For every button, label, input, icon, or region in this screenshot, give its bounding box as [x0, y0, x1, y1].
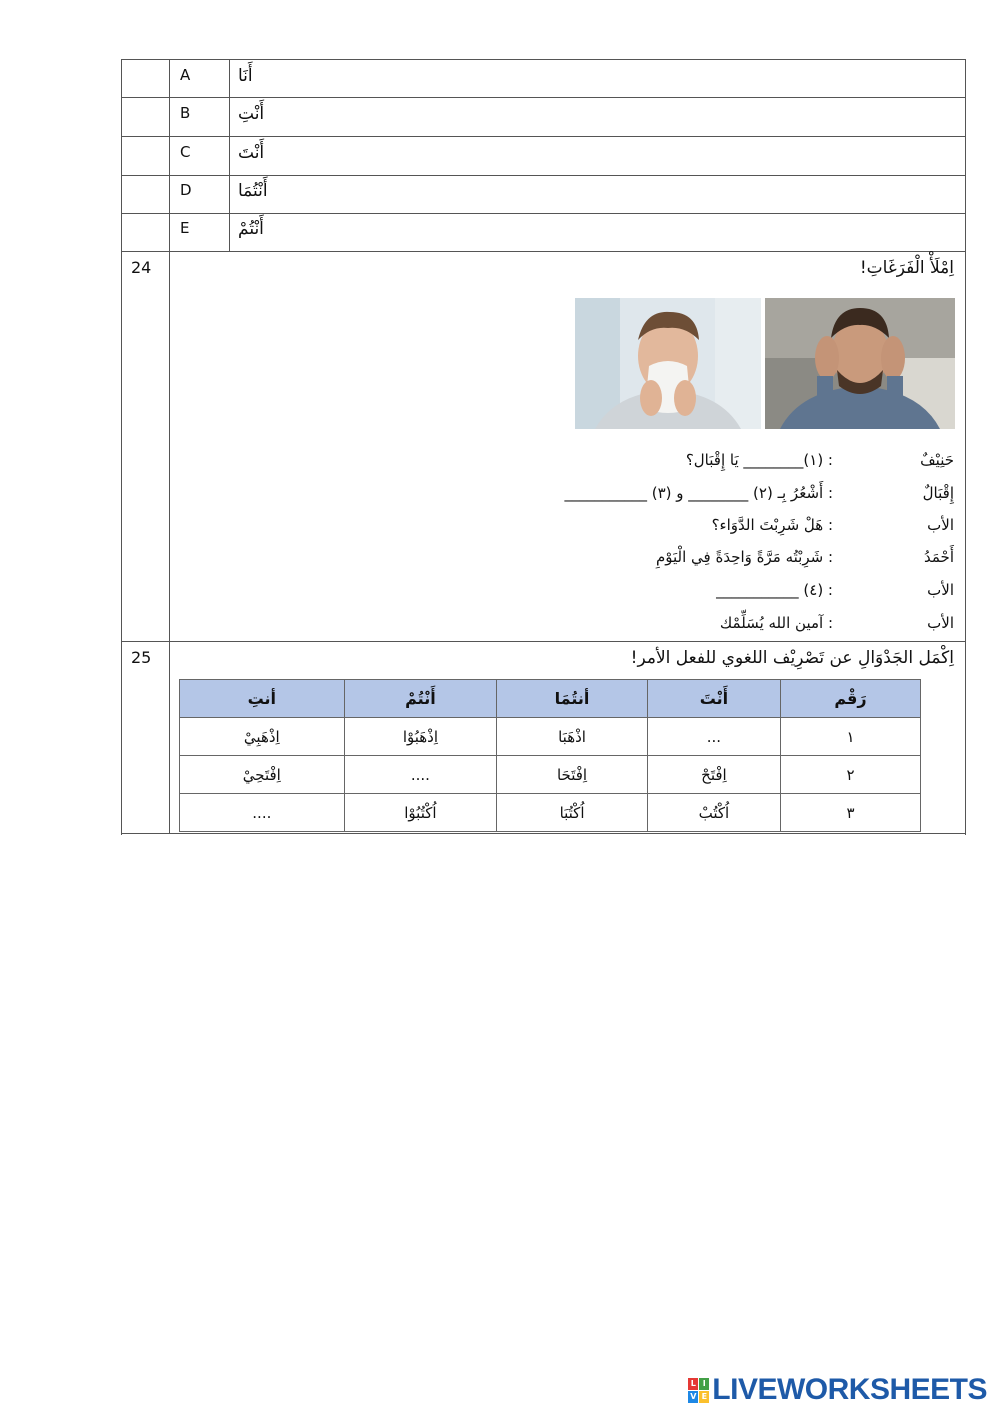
option-letter: A [180, 66, 191, 84]
option-letter: B [180, 104, 191, 122]
option-text: أَنَا [238, 66, 253, 86]
table-cell: اِفْتَحَا [497, 756, 648, 794]
question-instruction: اِمْلَأْ الْفَرَغَاتِ! [859, 258, 954, 278]
logo-letter: E [699, 1391, 709, 1403]
column-header: رَقْم [780, 680, 920, 718]
dialogue-line: : آمين الله يُسَلِّمْك [719, 614, 833, 632]
speaker-name: الأب [927, 581, 954, 599]
question-number: 25 [131, 648, 152, 667]
table-cell: اُكْتُبْ [647, 794, 780, 832]
table-cell: اِذْهَبِيْ [180, 718, 345, 756]
row-divider [121, 251, 965, 252]
table-cell: ١ [780, 718, 920, 756]
answer-blank[interactable]: .... [344, 756, 497, 794]
row-divider [121, 213, 965, 214]
dialogue-line: : شَرِبْتُه مَرَّةً وَاحِدَةً فِي الْيَوْمِ [655, 548, 833, 566]
row-divider [121, 833, 965, 834]
question-instruction: اِكْمَل الجَدْوَالِ عن تَصْرِيْف اللغوي للفعل الأمر! [630, 648, 954, 668]
column-divider [169, 59, 170, 834]
column-divider [229, 59, 230, 251]
table-cell: اِفْتَحِيْ [180, 756, 345, 794]
option-letter: D [180, 181, 192, 199]
column-header: أَنْتُمْ [344, 680, 497, 718]
option-text: أَنْتَ [238, 143, 265, 163]
speaker-name: الأب [927, 614, 954, 632]
speaker-name: أَحْمَدُ [924, 548, 954, 566]
dialogue-line: : أَشْعُرُ بِـ (٢) ________ و (٣) ___________ [564, 484, 833, 502]
liveworksheets-brand [688, 1373, 987, 1407]
column-header: أَنْتَ [647, 680, 780, 718]
option-text: أَنْتِ [238, 104, 265, 124]
row-divider [121, 175, 965, 176]
table-cell: اذْهَبَا [497, 718, 648, 756]
table-row [180, 756, 921, 794]
option-letter: C [180, 143, 191, 161]
answer-blank[interactable]: ... [647, 718, 780, 756]
logo-letter: V [690, 1391, 697, 1401]
table-cell: اِذْهَبُوْا [344, 718, 497, 756]
answer-blank[interactable]: .... [180, 794, 345, 832]
table-cell: اُكْتُبُوْا [344, 794, 497, 832]
dialogue-line: : (١)________ يَا إِقْبَال؟ [685, 451, 833, 469]
conjugation-table [179, 679, 921, 832]
option-text: أَنْتُمَا [238, 181, 268, 201]
dialogue-line: : (٤) ___________ [716, 581, 833, 599]
table-cell: اُكْتُبَا [497, 794, 648, 832]
option-letter: E [180, 219, 190, 237]
brand-name: LIVEWORKSHEETS [712, 1373, 987, 1406]
table-cell: ٣ [780, 794, 920, 832]
question-number: 24 [131, 258, 152, 277]
logo-letter: L [688, 1378, 698, 1390]
table-row [180, 718, 921, 756]
row-divider [121, 136, 965, 137]
table-cell: ٢ [780, 756, 920, 794]
speaker-name: حَنِيْفٌ [920, 451, 954, 469]
column-header: أنتِ [180, 680, 345, 718]
logo-letter: I [699, 1378, 709, 1390]
table-header-row [180, 680, 921, 718]
speaker-name: إِقْبَالٌ [922, 484, 954, 502]
dialogue-line: : هَلْ شَرِبْتَ الدَّوَاء؟ [711, 516, 833, 534]
row-divider [121, 641, 965, 642]
liveworksheets-logo-icon [688, 1378, 709, 1403]
table-row [180, 794, 921, 832]
column-header: أنتُمَا [497, 680, 648, 718]
option-text: أَنْتُمْ [238, 219, 264, 239]
sneezing-man-photo [575, 298, 761, 429]
speaker-name: الأب [927, 516, 954, 534]
table-cell: اِفْتَحْ [647, 756, 780, 794]
headache-man-photo [765, 298, 955, 429]
row-divider [121, 97, 965, 98]
